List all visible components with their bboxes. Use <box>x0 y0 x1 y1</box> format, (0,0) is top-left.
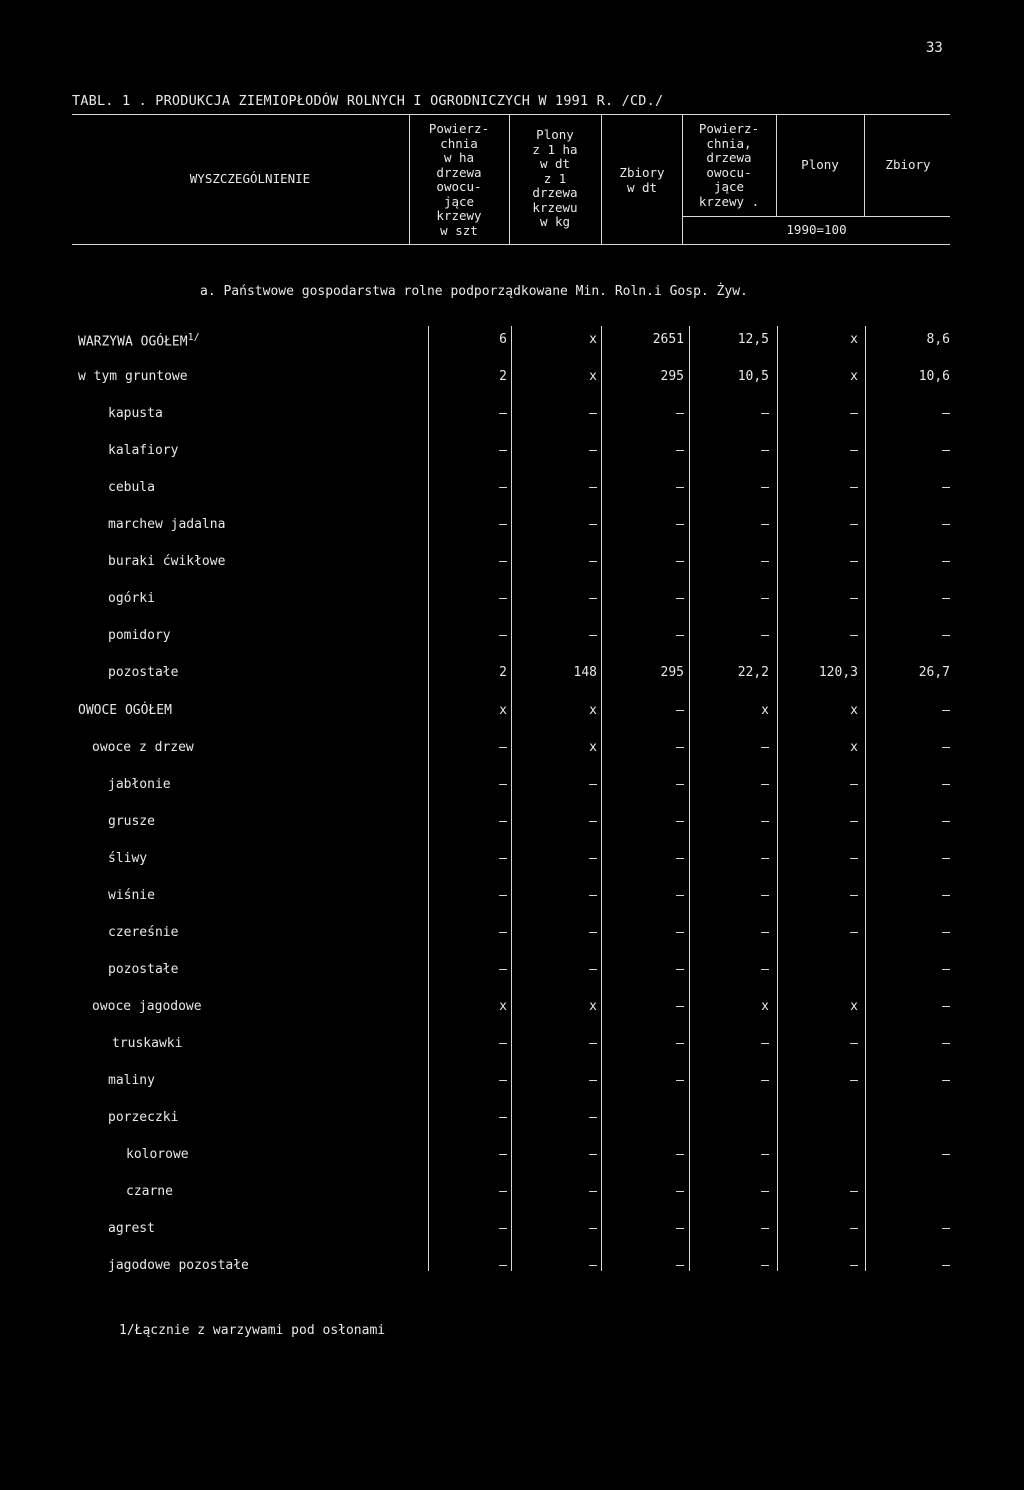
row-label-text: jagodowe pozostałe <box>108 1258 249 1273</box>
cell-value: 2 <box>499 665 507 680</box>
cell-value: – <box>761 1184 769 1199</box>
cell-value: x <box>499 703 507 718</box>
cell-value: – <box>676 851 684 866</box>
cell-value: – <box>499 1110 507 1125</box>
cell-value: – <box>676 814 684 829</box>
cell-value: – <box>676 628 684 643</box>
cell-value: 2651 <box>652 332 684 347</box>
cell-value: – <box>499 480 507 495</box>
cell-value: – <box>942 999 950 1014</box>
cell-value: – <box>761 443 769 458</box>
cell-value: – <box>589 406 597 421</box>
cell-value: – <box>499 888 507 903</box>
cell-value: – <box>761 814 769 829</box>
cell-value: – <box>942 925 950 940</box>
cell-value: – <box>499 962 507 977</box>
cell-value: – <box>761 406 769 421</box>
cell-value: – <box>850 480 858 495</box>
cell-value: – <box>676 1184 684 1199</box>
cell-value: – <box>589 814 597 829</box>
cell-value: – <box>499 814 507 829</box>
cell-value: – <box>676 1221 684 1236</box>
row-label-text: kolorowe <box>126 1147 189 1162</box>
column-rule <box>428 326 429 1271</box>
cell-value: – <box>761 925 769 940</box>
cell-value: – <box>676 888 684 903</box>
cell-value: – <box>676 554 684 569</box>
cell-value: – <box>589 1073 597 1088</box>
row-label <box>108 628 171 643</box>
cell-value: – <box>676 1073 684 1088</box>
cell-value: – <box>499 851 507 866</box>
cell-value: x <box>499 999 507 1014</box>
cell-value: – <box>942 851 950 866</box>
cell-value: – <box>761 628 769 643</box>
cell-value: 295 <box>660 369 684 384</box>
cell-value: – <box>761 851 769 866</box>
row-label-text: wiśnie <box>108 888 155 903</box>
cell-value: x <box>761 703 769 718</box>
cell-value: x <box>589 703 597 718</box>
header-harvest-index: Zbiory <box>885 157 931 172</box>
cell-value: 22,2 <box>737 665 769 680</box>
cell-value: – <box>499 591 507 606</box>
cell-value: x <box>850 332 858 347</box>
page-number: 33 <box>926 40 943 56</box>
column-rule <box>511 326 512 1271</box>
cell-value: – <box>499 1221 507 1236</box>
cell-value: 10,6 <box>918 369 950 384</box>
row-label <box>108 1221 155 1236</box>
cell-value: – <box>676 480 684 495</box>
cell-value: – <box>676 703 684 718</box>
header-base-year: 1990=100 <box>786 222 847 237</box>
row-label-text: porzeczki <box>108 1110 179 1125</box>
cell-value: – <box>942 888 950 903</box>
row-label-text: owoce jagodowe <box>92 999 202 1014</box>
cell-value: – <box>942 1036 950 1051</box>
row-label-text: śliwy <box>108 851 148 866</box>
row-label-text: truskawki <box>112 1036 183 1051</box>
cell-value: – <box>499 1036 507 1051</box>
cell-value: 10,5 <box>737 369 769 384</box>
column-rule <box>601 326 602 1271</box>
row-label-text: buraki ćwikłowe <box>108 554 226 569</box>
cell-value: – <box>676 925 684 940</box>
row-label-text: czarne <box>126 1184 173 1199</box>
cell-value: – <box>499 554 507 569</box>
cell-value: – <box>761 1258 769 1273</box>
cell-value: x <box>589 740 597 755</box>
cell-value: – <box>499 1184 507 1199</box>
cell-value: – <box>761 591 769 606</box>
row-label <box>108 888 155 903</box>
cell-value: – <box>499 443 507 458</box>
cell-value: – <box>761 480 769 495</box>
cell-value: 26,7 <box>918 665 950 680</box>
cell-value: x <box>589 369 597 384</box>
cell-value: – <box>499 628 507 643</box>
cell-value: x <box>589 332 597 347</box>
cell-value: – <box>589 777 597 792</box>
header-top-rule <box>72 114 950 115</box>
row-label-text: OWOCE OGÓŁEM <box>78 703 172 718</box>
row-label-text: grusze <box>108 814 155 829</box>
cell-value: x <box>761 999 769 1014</box>
cell-value: – <box>942 777 950 792</box>
cell-value: – <box>499 1258 507 1273</box>
cell-value: – <box>761 554 769 569</box>
cell-value: – <box>499 925 507 940</box>
cell-value: – <box>589 1258 597 1273</box>
cell-value: – <box>499 1147 507 1162</box>
row-label <box>108 406 163 421</box>
cell-value: – <box>942 962 950 977</box>
row-label <box>108 1110 178 1125</box>
header-bottom-rule <box>72 244 950 245</box>
cell-value: – <box>761 888 769 903</box>
cell-value: x <box>850 740 858 755</box>
cell-value: – <box>676 517 684 532</box>
cell-value: – <box>589 888 597 903</box>
row-label <box>108 1073 155 1088</box>
row-label-text: ogórki <box>108 591 155 606</box>
cell-value: – <box>850 554 858 569</box>
row-label-text: pomidory <box>108 628 171 643</box>
cell-value: – <box>589 1036 597 1051</box>
row-label <box>108 665 178 680</box>
header-yield: Plony z 1 ha w dt z 1 drzewa krzewu w kg <box>532 127 578 229</box>
cell-value: – <box>942 1147 950 1162</box>
cell-value: – <box>942 591 950 606</box>
cell-value: – <box>942 628 950 643</box>
cell-value: 8,6 <box>926 332 950 347</box>
cell-value: – <box>942 1073 950 1088</box>
cell-value: 148 <box>573 665 597 680</box>
header-wyszczegolnienie: WYSZCZEGÓLNIENIE <box>189 171 311 186</box>
cell-value: – <box>676 406 684 421</box>
row-label-text: agrest <box>108 1221 155 1236</box>
cell-value: – <box>589 554 597 569</box>
cell-value: – <box>942 480 950 495</box>
cell-value: – <box>589 517 597 532</box>
cell-value: – <box>589 480 597 495</box>
column-rule <box>689 326 690 1271</box>
row-label-text: jabłonie <box>108 777 171 792</box>
cell-value: – <box>850 888 858 903</box>
cell-value: 295 <box>660 665 684 680</box>
cell-value: – <box>850 1258 858 1273</box>
cell-value: – <box>499 517 507 532</box>
cell-value: x <box>850 369 858 384</box>
cell-value: – <box>850 777 858 792</box>
row-label <box>78 369 188 384</box>
cell-value: – <box>589 962 597 977</box>
cell-value: – <box>761 740 769 755</box>
cell-value: – <box>942 1258 950 1273</box>
cell-value: – <box>589 1110 597 1125</box>
row-label-text: pozostałe <box>108 962 179 977</box>
cell-value: – <box>761 1036 769 1051</box>
row-label-text: kapusta <box>108 406 163 421</box>
cell-value: – <box>676 1036 684 1051</box>
row-label-text: owoce z drzew <box>92 740 194 755</box>
row-label <box>78 332 200 349</box>
cell-value: – <box>850 814 858 829</box>
cell-value: – <box>850 443 858 458</box>
cell-value: – <box>761 1147 769 1162</box>
cell-value: 12,5 <box>737 332 769 347</box>
header-sub-rule <box>682 216 950 217</box>
row-label <box>108 777 171 792</box>
header-area-index: Powierz- chnia, drzewa owocu- jące krzewy . <box>698 121 760 209</box>
cell-value: – <box>676 1258 684 1273</box>
row-label-text: maliny <box>108 1073 155 1088</box>
cell-value: – <box>589 925 597 940</box>
cell-value: 2 <box>499 369 507 384</box>
cell-value: – <box>942 554 950 569</box>
cell-value: – <box>589 1221 597 1236</box>
cell-value: – <box>850 1073 858 1088</box>
cell-value: – <box>499 740 507 755</box>
cell-value: – <box>589 851 597 866</box>
cell-value: – <box>589 591 597 606</box>
row-label <box>108 851 147 866</box>
cell-value: – <box>761 777 769 792</box>
cell-value: – <box>761 962 769 977</box>
row-label-text: w tym gruntowe <box>78 369 188 384</box>
cell-value: – <box>850 1036 858 1051</box>
header-area: Powierz- chnia w ha drzewa owocu- jące krzewy w szt <box>428 121 490 238</box>
row-label <box>108 962 178 977</box>
cell-value: – <box>589 443 597 458</box>
cell-value: – <box>589 628 597 643</box>
header-yield-index: Plony <box>801 157 839 172</box>
row-label <box>126 1147 189 1162</box>
row-label <box>108 443 178 458</box>
cell-value: – <box>850 628 858 643</box>
cell-value: – <box>676 1147 684 1162</box>
cell-value: – <box>942 1221 950 1236</box>
row-label <box>126 1184 173 1199</box>
cell-value: – <box>942 406 950 421</box>
row-label <box>92 999 202 1014</box>
cell-value: x <box>850 999 858 1014</box>
row-label <box>108 925 178 940</box>
row-label <box>108 554 225 569</box>
cell-value: – <box>850 925 858 940</box>
cell-value: – <box>942 703 950 718</box>
cell-value: – <box>676 777 684 792</box>
cell-value: – <box>942 740 950 755</box>
row-label-text: marchew jadalna <box>108 517 226 532</box>
cell-value: – <box>850 1184 858 1199</box>
row-label <box>108 591 155 606</box>
cell-value: – <box>850 406 858 421</box>
row-label <box>108 1258 249 1273</box>
cell-value: – <box>942 814 950 829</box>
row-label-text: pozostałe <box>108 665 179 680</box>
row-label-text: czereśnie <box>108 925 179 940</box>
cell-value: – <box>676 443 684 458</box>
cell-value: – <box>499 1073 507 1088</box>
footnote-marker: 1/ <box>187 332 200 343</box>
cell-value: – <box>942 517 950 532</box>
cell-value: – <box>499 777 507 792</box>
section-heading: a. Państwowe gospodarstwa rolne podporządkowane Min. Roln.i Gosp. Żyw. <box>200 284 748 299</box>
row-label <box>108 517 225 532</box>
row-label <box>92 740 194 755</box>
cell-value: – <box>499 406 507 421</box>
cell-value: – <box>676 740 684 755</box>
cell-value: – <box>761 1221 769 1236</box>
cell-value: – <box>589 1147 597 1162</box>
cell-value: x <box>589 999 597 1014</box>
row-label <box>108 480 155 495</box>
cell-value: 120,3 <box>818 665 858 680</box>
table-title: TABL. 1 . PRODUKCJA ZIEMIOPŁODÓW ROLNYCH I OGRODNICZYCH W 1991 R. /CD./ <box>72 93 664 109</box>
cell-value: – <box>589 1184 597 1199</box>
cell-value: 6 <box>499 332 507 347</box>
row-label <box>78 703 172 718</box>
row-label <box>108 814 155 829</box>
cell-value: – <box>942 443 950 458</box>
cell-value: – <box>850 517 858 532</box>
row-label-text: cebula <box>108 480 155 495</box>
cell-value: – <box>676 999 684 1014</box>
cell-value: – <box>850 1221 858 1236</box>
column-rule <box>865 326 866 1271</box>
cell-value: – <box>676 962 684 977</box>
row-label <box>112 1036 182 1051</box>
footnote: 1/Łącznie z warzywami pod osłonami <box>119 1323 386 1338</box>
cell-value: – <box>761 517 769 532</box>
header-harvest: Zbiory w dt <box>619 165 665 195</box>
cell-value: – <box>676 591 684 606</box>
cell-value: – <box>761 1073 769 1088</box>
column-rule <box>777 326 778 1271</box>
row-label-text: WARZYWA OGÓŁEM <box>78 334 188 350</box>
cell-value: – <box>850 591 858 606</box>
cell-value: – <box>850 851 858 866</box>
row-label-text: kalafiory <box>108 443 179 458</box>
cell-value: x <box>850 703 858 718</box>
